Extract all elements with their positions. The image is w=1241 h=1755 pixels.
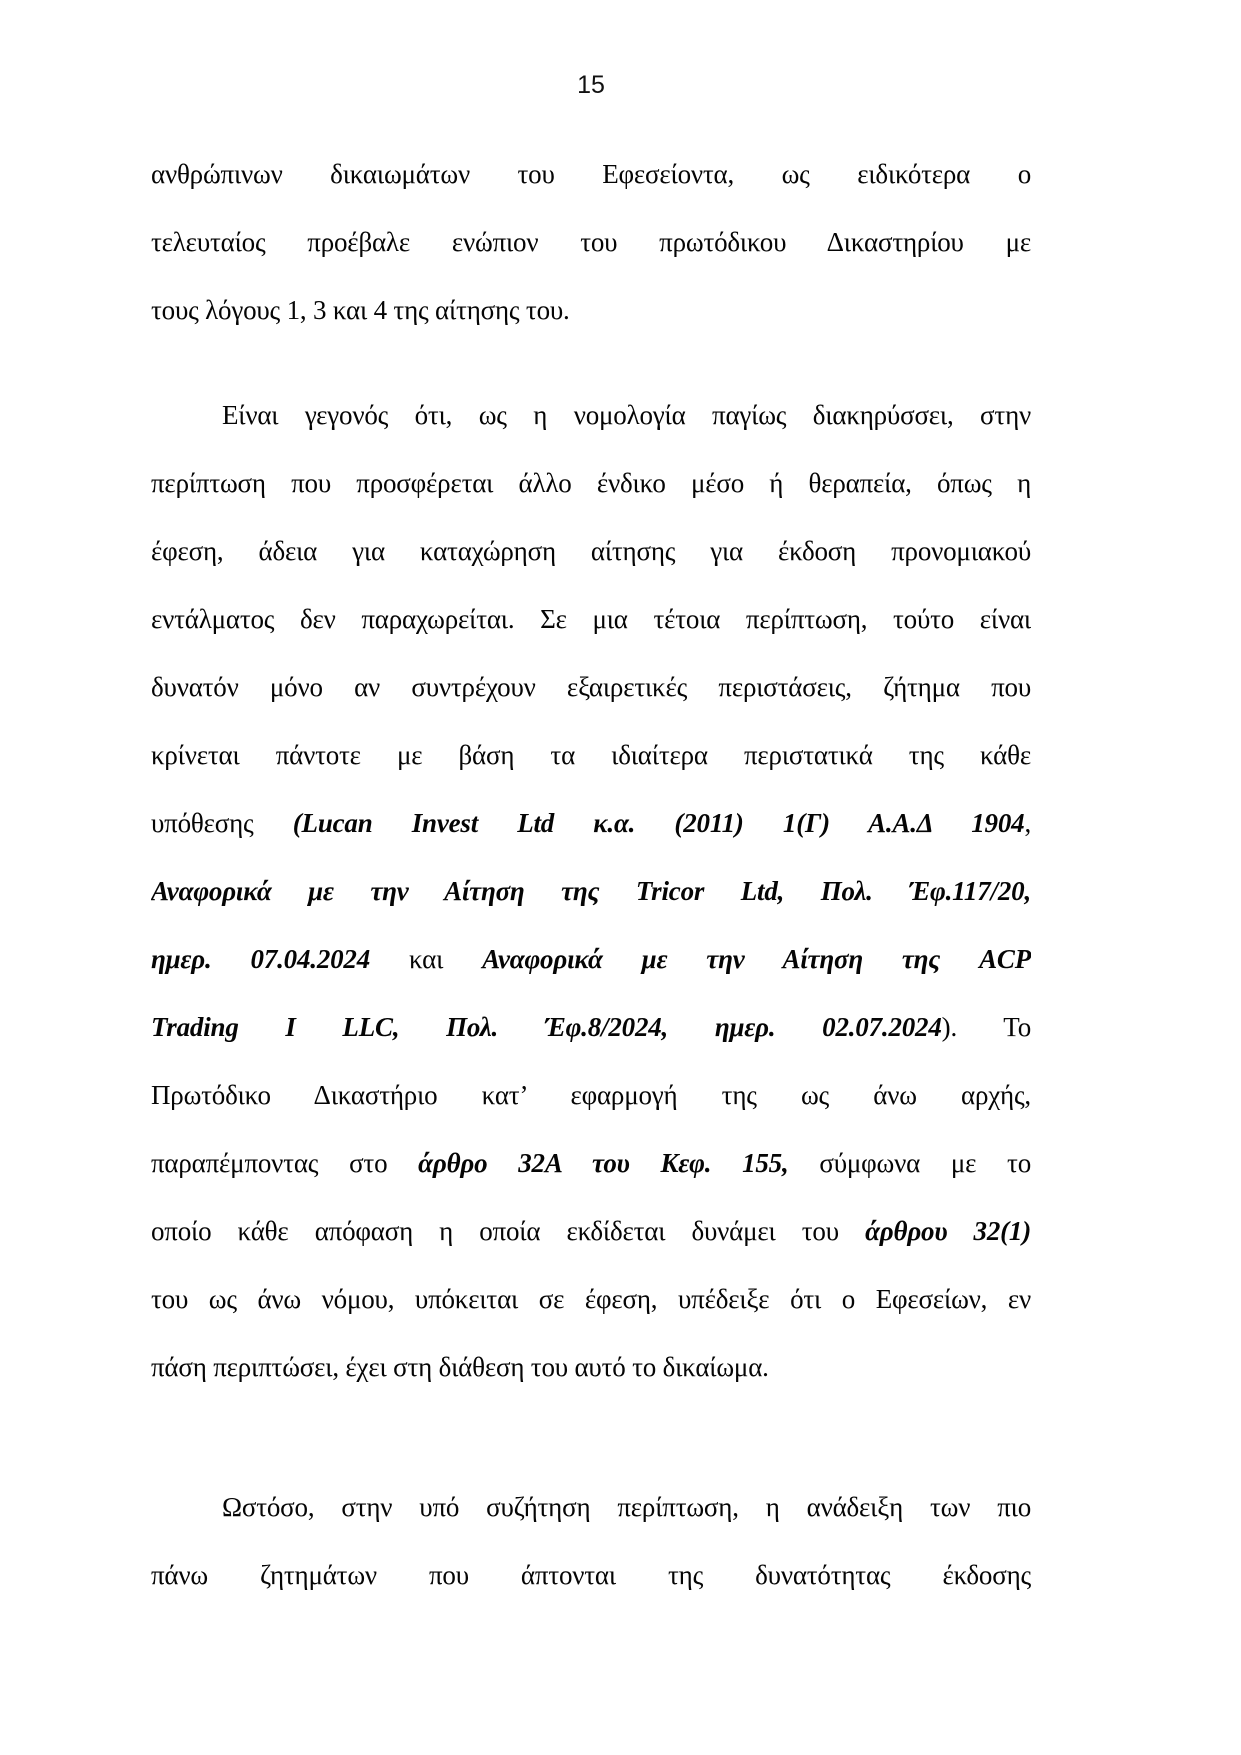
body-text: Είναι γεγονός ότι, ως η νομολογία παγίως διακηρύσσει, στην <box>222 400 1031 430</box>
body-text: σύμφωνα με το <box>788 1148 1031 1178</box>
text-line-3-2 <box>151 1541 1031 1609</box>
text-line-2-6 <box>151 721 1031 789</box>
text-line-2-12 <box>151 1129 1031 1197</box>
text-line-1-2 <box>151 208 1031 276</box>
paragraph-3 <box>151 1473 1031 1609</box>
text-line-3-1 <box>151 1473 1031 1541</box>
body-text: δυνατόν μόνο αν συντρέχουν εξαιρετικές περιστάσεις, ζήτημα που <box>151 672 1031 702</box>
body-text: και <box>370 944 483 974</box>
citation-text: (Lucan Invest Ltd κ.α. (2011) 1(Γ) Α.Α.Δ 1904 <box>292 808 1025 838</box>
text-line-2-10 <box>151 993 1031 1061</box>
paragraph-2 <box>151 381 1031 1401</box>
body-text: εντάλματος δεν παραχωρείται. Σε μια τέτοια περίπτωση, τούτο είναι <box>151 604 1031 634</box>
citation-text: ημερ. 07.04.2024 <box>151 944 371 974</box>
text-line-2-1 <box>151 381 1031 449</box>
body-text: κρίνεται πάντοτε με βάση τα ιδιαίτερα περιστατικά της κάθε <box>151 740 1031 770</box>
text-line-2-4 <box>151 585 1031 653</box>
text-line-2-15 <box>151 1333 1031 1401</box>
text-line-2-11 <box>151 1061 1031 1129</box>
text-line-2-3 <box>151 517 1031 585</box>
body-text: πάση περιπτώσει, έχει στη διάθεση του αυτό το δικαίωμα. <box>151 1352 769 1382</box>
text-line-2-7 <box>151 789 1031 857</box>
document-body <box>151 140 1031 1609</box>
citation-text: άρθρου 32(1) <box>865 1216 1031 1246</box>
citation-text: Trading I LLC, Πολ. Έφ.8/2024, ημερ. 02.07.2024 <box>151 1012 942 1042</box>
body-text: του ως άνω νόμου, υπόκειται σε έφεση, υπέδειξε ότι ο Εφεσείων, εν <box>151 1284 1031 1314</box>
body-text: πάνω ζητημάτων που άπτονται της δυνατότητας έκδοσης <box>151 1560 1031 1590</box>
body-text: υπόθεσης <box>151 808 293 838</box>
text-line-1-1 <box>151 140 1031 208</box>
text-line-2-13 <box>151 1197 1031 1265</box>
text-line-2-5 <box>151 653 1031 721</box>
body-text: Ωστόσο, στην υπό συζήτηση περίπτωση, η ανάδειξη των πιο <box>222 1492 1031 1522</box>
body-text: τελευταίος προέβαλε ενώπιον του πρωτόδικου Δικαστηρίου με <box>151 227 1031 257</box>
body-text: ανθρώπινων δικαιωμάτων του Εφεσείοντα, ως ειδικότερα ο <box>151 159 1031 189</box>
body-text: οποίο κάθε απόφαση η οποία εκδίδεται δυνάμει του <box>151 1216 866 1246</box>
body-text: ). Το <box>941 1012 1031 1042</box>
citation-text: Αναφορικά με την Αίτηση της Tricor Ltd, Πολ. Έφ.117/20, <box>151 876 1031 906</box>
body-text: παραπέμποντας στο <box>151 1148 419 1178</box>
text-line-2-8 <box>151 857 1031 925</box>
body-text: περίπτωση που προσφέρεται άλλο ένδικο μέσο ή θεραπεία, όπως η <box>151 468 1031 498</box>
body-text: , <box>1024 808 1031 838</box>
body-text: τους λόγους 1, 3 και 4 της αίτησης του. <box>151 295 570 325</box>
citation-text: Αναφορικά με την Αίτηση της ACP <box>482 944 1031 974</box>
page-number: 15 <box>577 71 605 99</box>
text-line-2-14 <box>151 1265 1031 1333</box>
text-line-2-2 <box>151 449 1031 517</box>
body-text: Πρωτόδικο Δικαστήριο κατ’ εφαρμογή της ως άνω αρχής, <box>151 1080 1031 1110</box>
text-line-1-3 <box>151 276 1031 344</box>
text-line-2-9 <box>151 925 1031 993</box>
paragraph-1 <box>151 140 1031 344</box>
body-text: έφεση, άδεια για καταχώρηση αίτησης για έκδοση προνομιακού <box>151 536 1031 566</box>
citation-text: άρθρο 32Α του Κεφ. 155, <box>418 1148 789 1178</box>
